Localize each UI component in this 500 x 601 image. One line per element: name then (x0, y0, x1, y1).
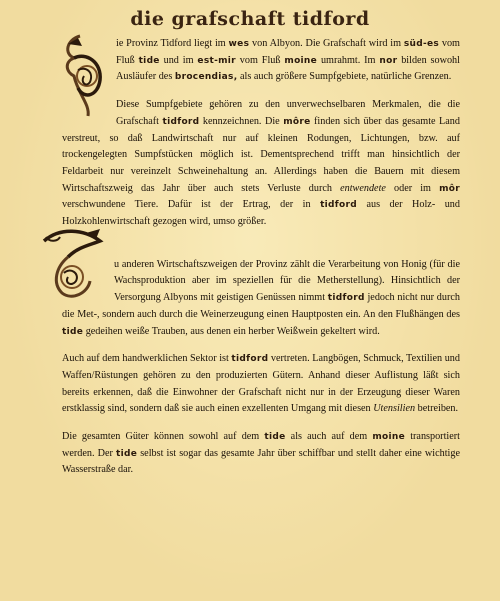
section-3 (62, 257, 460, 341)
paragraph-text (62, 257, 460, 341)
place-name: tidford (162, 116, 200, 127)
text-run: Diese Sumpfgebiete gehören zu den unverwechselbaren Merkmalen, die die Grafschaft (116, 99, 460, 127)
place-name: tide (115, 448, 138, 459)
place-name: tide (62, 326, 84, 337)
text-run: vertreten. Langbögen, Schmuck, Textilien und Waffen/Rüstungen gehören zu den produzierten Gütern. Anhand dieser Auflistung läßt sich bereits erkennen, daß die Einwohner der Grafschaft nicht nur in der Erzeugung dieser Waren erstklassig sind, sondern daß sie auch einen exzellenten Umgang mit diesen (62, 353, 460, 415)
text-run: selbst ist sogar das gesamte Jahr über schiffbar und stellt daher eine wichtige Wasserstraße dar. (62, 447, 460, 476)
text-run: Auch auf dem handwerklichen Sektor ist (62, 353, 232, 365)
place-name: brocendias, (174, 72, 238, 83)
page-title: die grafschaft tidford (130, 8, 370, 30)
illuminated-initial-z-icon (38, 227, 108, 301)
text-run: oder im (385, 182, 440, 194)
text-run: Die gesamten Güter können sowohl auf dem (62, 431, 265, 443)
paragraph-text (62, 97, 460, 231)
text-run: umrahmt. Im (317, 54, 380, 66)
text-run: u anderen Wirtschaftszweigen der Provinz zählt die Verarbeitung von Honig (für die Wachsproduktion aber im speziellen für die Metherstellung). Hinsichtlich der Versorgung Albyons mit geistigen Genüssen nimmt (114, 258, 460, 304)
place-name: môre (283, 116, 311, 127)
place-name: wes (228, 39, 250, 49)
place-name: tidford (320, 200, 357, 211)
text-run: aus der Holz- und Holzkohlenwirtschaft gezogen wird, umso größer. (62, 199, 460, 228)
text-run: jedoch nicht nur durch die Met-, sondern auch durch die Weinerzeugung einen Hauptposten ein. An den Flußhängen des (62, 292, 460, 320)
illuminated-initial-d-icon (60, 32, 110, 118)
emphasis-text: Utensilien (373, 403, 416, 415)
paragraph-text (62, 351, 460, 418)
text-run: vom Fluß (116, 38, 460, 66)
text-run: von Albyon. Die Grafschaft wird im (249, 38, 404, 49)
text-run: ie Provinz Tidford liegt im (116, 38, 229, 49)
place-name: est-mir (197, 55, 236, 66)
text-run: verschwundene Tiere. Dafür ist der Ertrag, der in (62, 199, 321, 211)
place-name: tidford (327, 293, 365, 304)
paragraph-text (62, 429, 460, 479)
paragraph-text (62, 36, 460, 86)
place-name: tidford (231, 354, 269, 365)
place-name: moine (284, 55, 318, 66)
section-5 (62, 429, 460, 479)
place-name: moine (372, 432, 406, 443)
text-run: als auch auf dem (285, 431, 373, 443)
place-name: süd-es (403, 39, 440, 49)
text-run: gedeihen weiße Trauben, aus denen ein herber Weißwein gekeltert wird. (83, 325, 380, 337)
text-run: vom Fluß (235, 54, 285, 66)
text-run: transportiert werden. Der (62, 431, 460, 459)
text-run: und im (159, 54, 198, 66)
section-4 (62, 351, 460, 418)
place-name: môr (439, 183, 460, 194)
place-name: nor (379, 55, 398, 66)
text-run: betreiben. (415, 403, 459, 415)
emphasis-text: entwendete (340, 182, 386, 194)
text-run: bilden sowohl Ausläufer des (116, 54, 460, 83)
place-name: tide (138, 55, 160, 66)
section-1 (62, 36, 460, 86)
place-name: tide (264, 432, 286, 443)
text-run: finden sich über das gesamte Land verstreut, so daß Landwirtschaft nur auf kleinen Rodungen, Lichtungen, bzw. auf trockengelegten Sumpfstücken möglich ist. Dementsprechend trifft man hinsichtlich der Feldarbeit nur vereinzelt Schweinehaltung an. Allerdings haben die Bauern mit diesem Wirtschaftszweig das Jahr über auch stets Verluste durch (62, 115, 460, 194)
text-run: kennzeichnen. Die (199, 115, 284, 127)
text-run: als auch größere Sumpfgebiete, natürliche Grenzen. (237, 71, 452, 83)
section-2 (62, 97, 460, 231)
